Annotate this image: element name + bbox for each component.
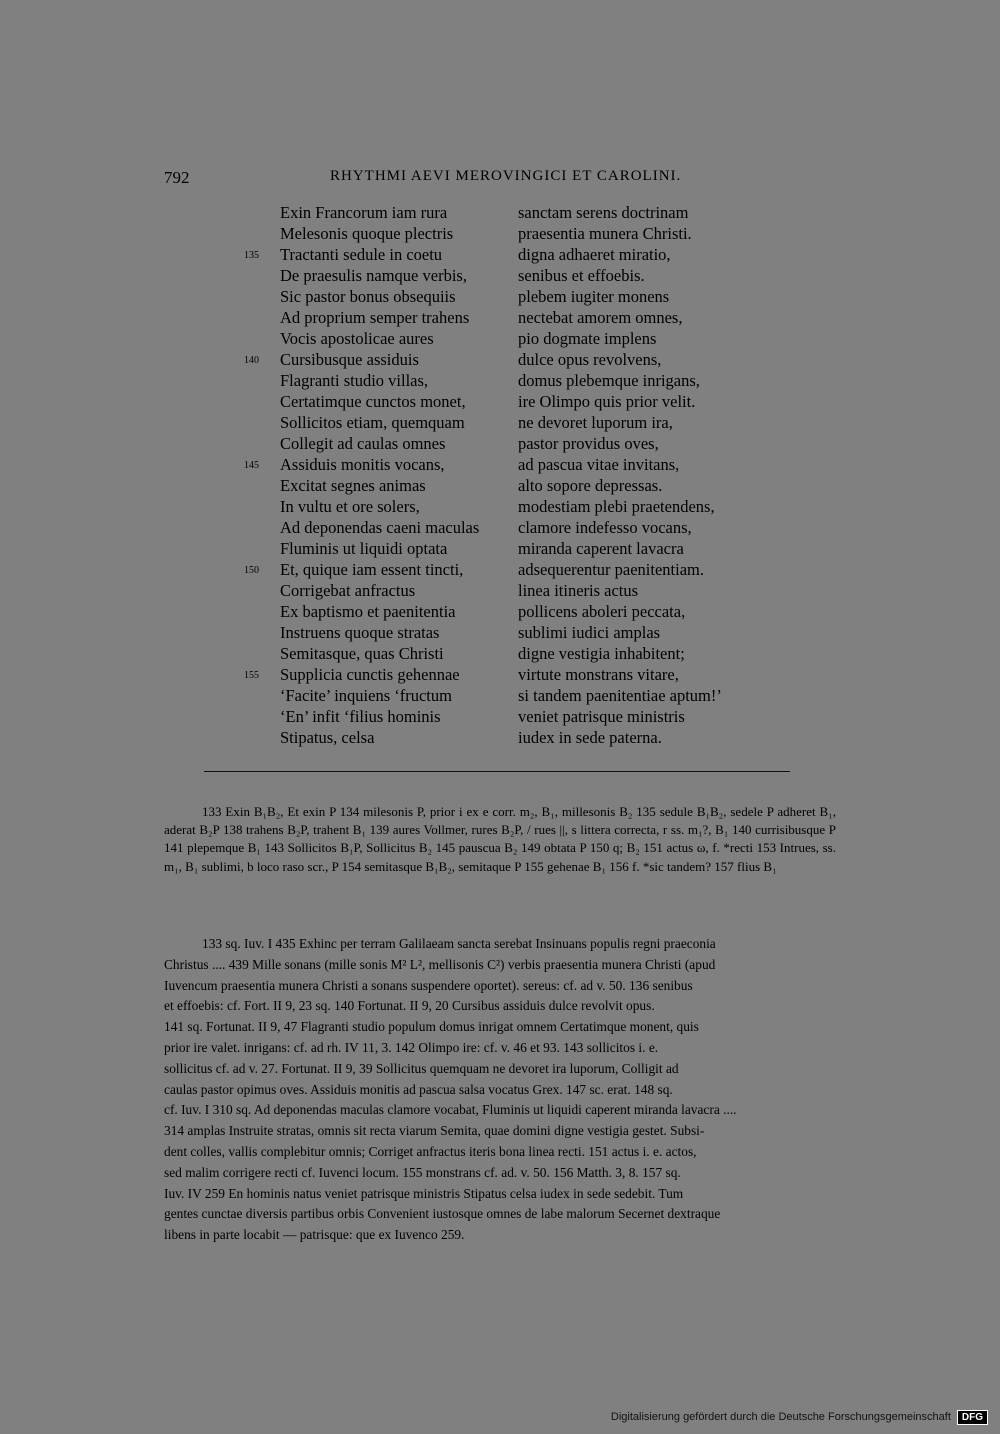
- verse-line: [244, 328, 804, 349]
- first-hemistich: Flagranti studio villas,: [280, 371, 429, 390]
- second-hemistich: domus plebemque inrigans,: [518, 371, 700, 390]
- first-hemistich: Ad deponendas caeni maculas: [280, 518, 480, 537]
- second-hemistich: sanctam serens doctrinam: [518, 203, 689, 222]
- second-hemistich: linea itineris actus: [518, 581, 639, 600]
- second-hemistich: ire Olimpo quis prior velit.: [518, 392, 696, 411]
- commentary-line: caulas pastor opimus oves. Assiduis monitis ad pascua salsa vocatus Grex. 147 sc. erat. 148 sq.: [164, 1081, 673, 1097]
- first-hemistich: Ad proprium semper trahens: [280, 308, 470, 327]
- line-number: 140: [244, 355, 259, 366]
- first-hemistich: Melesonis quoque plectris: [280, 224, 454, 243]
- footnote-paragraph: 133 Exin B₁B₂, Et exin P 134 milesonis P, prior i ex e corr. m₂, B₁, millesonis B₂ 135 sedule B₁B₂, sedele P adheret B₁, aderat B₂P 138 trahens B₂P, trahent B₁ 139 aures Vollmer, rures B₂P, / rues ||, s littera correcta, r ss. m₁?, B₁ 140 currisibusque P 141 plepemque B₁ 143 Sollicitos B₁P, Sollicitus B₂ 145 pauscua B₂ 149 obtata P 150 q; B₂ 151 actus ω, f. *recti 153 Intrues, ss. m₁, B₁ sublimi, b loco raso scr., P 154 semitasque B₁B₂, semitaque P 155 gehenae B₁ 156 f. *sic tandem? 157 flius B₁: [164, 804, 836, 874]
- second-hemistich: nectebat amorem omnes,: [518, 308, 683, 327]
- second-hemistich: sublimi iudici amplas: [518, 623, 661, 642]
- line-number: 135: [244, 250, 259, 261]
- verse-line: [244, 706, 804, 727]
- second-hemistich: adsequerentur paenitentiam.: [518, 560, 705, 579]
- verse-line: [244, 496, 804, 517]
- second-hemistich: ne devoret luporum ira,: [518, 413, 673, 432]
- second-hemistich: iudex in sede paterna.: [518, 728, 662, 747]
- second-hemistich: digne vestigia inhabitent;: [518, 644, 685, 663]
- verse-line: [244, 664, 804, 685]
- verse-line: [244, 559, 804, 580]
- commentary-line: Iuv. IV 259 En hominis natus veniet patrisque ministris Stipatus celsa iudex in sede sedebit. Tum: [164, 1185, 684, 1201]
- commentary-line: cf. Iuv. I 310 sq. Ad deponendas maculas clamore vocabat, Fluminis ut liquidi caperent miranda lavacra ....: [164, 1102, 737, 1118]
- first-hemistich: Sollicitos etiam, quemquam: [280, 413, 465, 432]
- line-number: 145: [244, 460, 259, 471]
- commentary-line: sollicitus cf. ad v. 27. Fortunat. II 9, 39 Sollicitus quemquam ne devoret ira luporum, Colligit ad: [164, 1060, 679, 1076]
- funding-notice: Digitalisierung gefördert durch die Deutsche Forschungsgemeinschaft: [610, 1411, 951, 1423]
- first-hemistich: Stipatus, celsa: [280, 728, 375, 747]
- second-hemistich: digna adhaeret miratio,: [518, 245, 671, 264]
- second-hemistich: virtute monstrans vitare,: [518, 665, 679, 684]
- verse-line: [244, 433, 804, 454]
- dfg-logo: DFG: [957, 1410, 988, 1425]
- second-hemistich: pastor providus oves,: [518, 434, 659, 453]
- footnote-rule: [204, 771, 790, 772]
- first-hemistich: Cursibusque assiduis: [280, 350, 419, 369]
- second-hemistich: modestiam plebi praetendens,: [518, 497, 715, 516]
- verse-line: [244, 643, 804, 664]
- first-hemistich: ‘En’ infit ‘filius hominis: [280, 707, 441, 726]
- second-hemistich: senibus et effoebis.: [518, 266, 645, 285]
- first-hemistich: ‘Facite’ inquiens ‘fructum: [280, 686, 452, 705]
- verse-line: [244, 202, 804, 223]
- first-hemistich: Corrigebat anfractus: [280, 581, 416, 600]
- verse-line: [244, 244, 804, 265]
- second-hemistich: miranda caperent lavacra: [518, 539, 684, 558]
- critical-apparatus: [164, 803, 836, 876]
- second-hemistich: pollicens aboleri peccata,: [518, 602, 686, 621]
- first-hemistich: In vultu et ore solers,: [280, 497, 420, 516]
- commentary-line: 133 sq. Iuv. I 435 Exhinc per terram Galilaeam sancta serebat Insinuans populis regni praeconia: [202, 936, 716, 951]
- verse-line: [244, 349, 804, 370]
- page-header: [164, 168, 836, 190]
- verse-line: [244, 475, 804, 496]
- first-hemistich: Instruens quoque stratas: [280, 623, 440, 642]
- verse-line: [244, 538, 804, 559]
- first-hemistich: Exin Francorum iam rura: [280, 203, 448, 222]
- verse-line: [244, 265, 804, 286]
- second-hemistich: plebem iugiter monens: [518, 287, 670, 306]
- first-hemistich: Tractanti sedule in coetu: [280, 245, 443, 264]
- page-number: 792: [164, 168, 190, 187]
- commentary-line: prior ire valet. inrigans: cf. ad rh. IV 11, 3. 142 Olimpo ire: cf. v. 46 et 93. 143 sollicitos i. e.: [164, 1039, 659, 1055]
- verse-line: [244, 223, 804, 244]
- commentary-line: 141 sq. Fortunat. II 9, 47 Flagranti studio populum domus inrigat omnem Certatimque monent, quis: [164, 1019, 699, 1035]
- first-hemistich: Semitasque, quas Christi: [280, 644, 444, 663]
- commentary-line: Christus .... 439 Mille sonans (mille sonis M² L², mellisonis C²) verbis praesentia munera Christi (apud: [164, 956, 716, 972]
- first-hemistich: Certatimque cunctos monet,: [280, 392, 466, 411]
- verse-line: [244, 517, 804, 538]
- verse-line: [244, 412, 804, 433]
- source-commentary: [164, 934, 836, 1246]
- second-hemistich: clamore indefesso vocans,: [518, 518, 692, 537]
- verse-line: [244, 454, 804, 475]
- verse-line: [244, 622, 804, 643]
- first-hemistich: Et, quique iam essent tincti,: [280, 560, 464, 579]
- second-hemistich: si tandem paenitentiae aptum!’: [518, 686, 722, 705]
- verse-line: [244, 307, 804, 328]
- verse-line: [244, 685, 804, 706]
- second-hemistich: ad pascua vitae invitans,: [518, 455, 680, 474]
- verse-line: [244, 580, 804, 601]
- first-hemistich: Sic pastor bonus obsequiis: [280, 287, 456, 306]
- verse-line: [244, 391, 804, 412]
- line-number: 155: [244, 670, 259, 681]
- commentary-line: dent colles, vallis complebitur omnis; Corriget anfractus iteris bona linea recti. 151 actus i. e. actos,: [164, 1143, 697, 1159]
- first-hemistich: Vocis apostolicae aures: [280, 329, 434, 348]
- first-hemistich: Supplicia cunctis gehennae: [280, 665, 460, 684]
- commentary-line: 314 amplas Instruite stratas, omnis sit recta viarum Semita, quae domini digne vestigia gestet. Subsi-: [164, 1123, 705, 1139]
- first-hemistich: Excitat segnes animas: [280, 476, 426, 495]
- first-hemistich: Collegit ad caulas omnes: [280, 434, 446, 453]
- commentary-line: sed malim corrigere recti cf. Iuvenci locum. 155 monstrans cf. ad. v. 50. 156 Matth. 3, 8. 157 sq.: [164, 1164, 681, 1180]
- first-hemistich: De praesulis namque verbis,: [280, 266, 467, 285]
- footer: [611, 1408, 988, 1426]
- verse-line: [244, 370, 804, 391]
- running-head: RHYTHMI AEVI MEROVINGICI ET CAROLINI.: [330, 168, 682, 184]
- second-hemistich: veniet patrisque ministris: [518, 707, 685, 726]
- second-hemistich: pio dogmate implens: [518, 329, 657, 348]
- poem-text: [244, 202, 804, 748]
- verse-line: [244, 601, 804, 622]
- commentary-line: libens in parte locabit — patrisque: que ex Iuvenco 259.: [164, 1227, 465, 1243]
- second-hemistich: alto sopore depressas.: [518, 476, 663, 495]
- commentary-line: et effoebis: cf. Fort. II 9, 23 sq. 140 Fortunat. II 9, 20 Cursibus assiduis dulce revolvit opus.: [164, 998, 655, 1014]
- commentary-line: gentes cunctae diversis partibus orbis Convenient iustosque omnes de labe malorum Secernet dextraque: [164, 1206, 721, 1222]
- verse-line: [244, 727, 804, 748]
- first-hemistich: Fluminis ut liquidi optata: [280, 539, 448, 558]
- verse-line: [244, 286, 804, 307]
- first-hemistich: Assiduis monitis vocans,: [280, 455, 445, 474]
- second-hemistich: praesentia munera Christi.: [518, 224, 692, 243]
- commentary-line: Iuvencum praesentia munera Christi a sonans suspendere oportet). sereus: cf. ad v. 50. 136 senibus: [164, 977, 693, 993]
- first-hemistich: Ex baptismo et paenitentia: [280, 602, 456, 621]
- line-number: 150: [244, 565, 259, 576]
- second-hemistich: dulce opus revolvens,: [518, 350, 662, 369]
